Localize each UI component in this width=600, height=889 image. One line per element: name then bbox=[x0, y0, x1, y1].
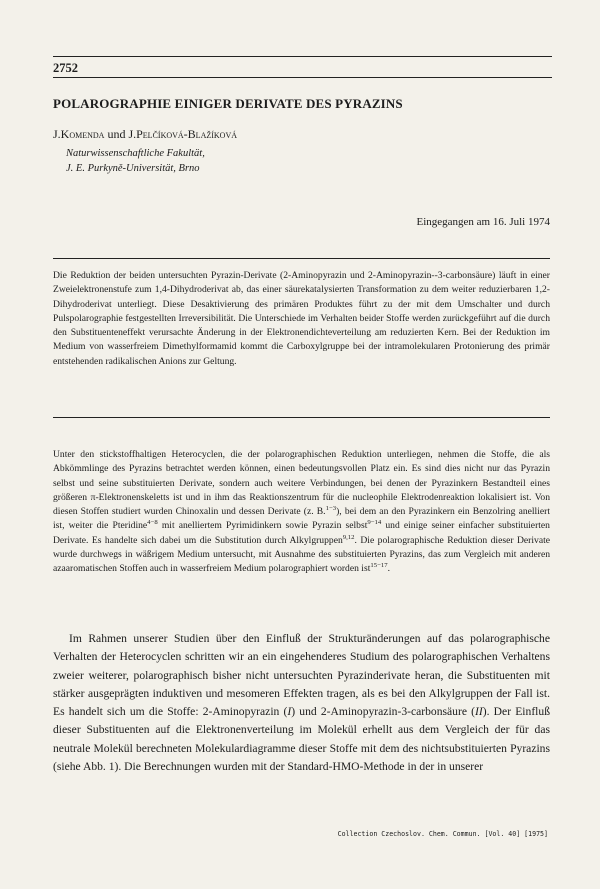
ref-3: 9−14 bbox=[367, 519, 382, 527]
author-conjunction: und bbox=[107, 127, 126, 141]
intro-text-5: . Die polarographische Reduktion dieser Derivate wurde durchwegs in wäßrigem Medium untersucht, mit Ausnahme des substituierten Pyrazins, das zum Vergleich mit anderen azaaromatischen Stoffen auch in wasserfreiem Medium polarographiert worden ist bbox=[53, 534, 551, 575]
footer-citation: Collection Czechoslov. Chem. Commun. [Vol. 40] [1975] bbox=[337, 830, 548, 838]
ref-4: 9,12 bbox=[342, 533, 355, 541]
intro-text-6: . bbox=[387, 563, 391, 575]
compound-label-2: II bbox=[475, 705, 483, 719]
body-text-2: ) und 2-Aminopyrazin-3-carbonsäure ( bbox=[291, 705, 476, 719]
top-rule bbox=[53, 56, 552, 57]
body-text-3: ). Der Einfluß dieser Substituenten auf die Elektronenverteilung im Molekül erhellt aus dem Vergleich der für das neutrale Molekül berechneten Molekulardiagramme dieser Stoffe mit dem des nichtsubstituierten Pyrazins (siehe Abb. 1). Die Berechnungen wurden mit der Standard-HMO-Methode in der in unserer bbox=[53, 705, 550, 774]
authors bbox=[53, 127, 237, 142]
compound-label-1: I bbox=[287, 705, 292, 719]
affiliation bbox=[66, 146, 205, 176]
article-title: POLAROGRAPHIE EINIGER DERIVATE DES PYRAZINS bbox=[53, 96, 403, 111]
ref-1: 1−3 bbox=[325, 505, 337, 512]
received-date: Eingegangen am 16. Juli 1974 bbox=[416, 216, 550, 228]
page-number: 2752 bbox=[53, 61, 78, 75]
intro-text-2: ), bei dem an den Pyrazinkern ein Benzolring anelliert ist, weiter die Pteridine bbox=[53, 506, 550, 532]
body-text-1: Im Rahmen unserer Studien über den Einfluß der Strukturänderungen auf das polarographische Verhalten der Heterocyclen schritten wir an ein eingehenderes Studium des polarographischen Verhaltens zweier weiterer, polarographisch bisher nicht untersuchten Pyrazinderivate heran, die Substituenten mit stärker ausgeprägten induktiven und mesomeren Effekten tragen, als es bei den Alkylgruppen der Fall ist. Es handelt sich um die Stoffe: 2-Aminopyrazin ( bbox=[53, 632, 550, 719]
abstract-bottom-rule bbox=[53, 417, 550, 418]
intro-text-1: Unter den stickstoffhaltigen Heterocyclen, die der polarographischen Reduktion unterliegen, nehmen die Stoffe, die als Abkömmlinge des Pyrazins betrachtet werden können, einen bedeutungsvollen Platz ein. Es sind dies nicht nur das Pyrazin selbst und seine substituierten Derivate, sondern auch weitere Verbindungen, bei denen der Pyrazinkern Bestandteil eines größeren π-Elektronenskeletts ist und in ihm das Reaktionszentrum für die nucleophile Elektrodenreaktion lokalisiert ist. Von diesen Stoffen studiert wurden Chinoxalin und dessen Derivate (z. B. bbox=[53, 449, 550, 518]
header-rule bbox=[53, 77, 552, 78]
intro-text-4: und einige seiner einfacher substituierten Derivate. Es handelte sich dabei um die Substitution durch Alkylgruppen bbox=[53, 520, 550, 546]
body-paragraph bbox=[53, 630, 550, 776]
author-1: J.Komenda bbox=[53, 127, 105, 141]
affiliation-line-2: J. E. Purkyně-Universität, Brno bbox=[66, 163, 200, 174]
ref-5: 15−17 bbox=[370, 562, 388, 570]
abstract: Die Reduktion der beiden untersuchten Pyrazin-Derivate (2-Aminopyrazin und 2-Aminopyrazin--3-carbonsäure) läuft in einer Zweielektronenstufe zum 1,4-Dihydroderivat ab, das einer säurekatalysierten Transformation zu dem weiter reduzierbaren 1,2-Dihydroderivat unterliegt. Diese Desaktivierung des primären Produktes führt zu der mit dem Umschalter und durch Pulspolarographie festgestellten Irreversibilität. Die Unterschiede im Verhalten beider Stoffe werden zurückgeführt auf die durch den Substituenteneffekt verursachte Änderung in der Elektronendichteverteilung am reduzierten Kern. Bei der Reduktion im Medium von wasserfreiem Dimethylformamid kommt die Carboxylgruppe bei der intramolekularen Protonierung des primär entstehenden radikalischen Anions zur Geltung. bbox=[53, 270, 550, 367]
author-2: J.Pelčíková-Blažíková bbox=[128, 127, 238, 141]
intro-paragraph bbox=[53, 448, 550, 577]
ref-2: 4−8 bbox=[147, 519, 158, 527]
intro-text-3: mit anelliertem Pyrimidinkern sowie Pyrazin selbst bbox=[157, 520, 368, 532]
affiliation-line-1: Naturwissenschaftliche Fakultät, bbox=[66, 148, 205, 159]
abstract-top-rule bbox=[53, 258, 550, 259]
